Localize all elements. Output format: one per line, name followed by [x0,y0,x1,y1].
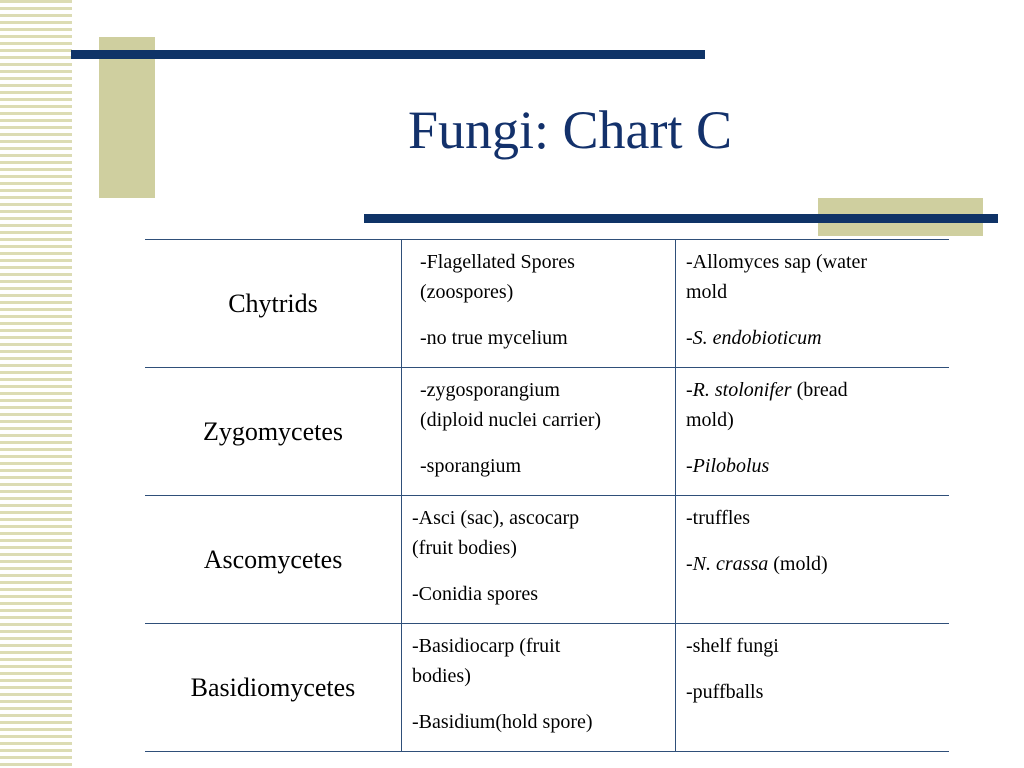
group-name: Chytrids [145,240,402,368]
examples-cell [676,368,950,496]
trait-line: bodies) [412,665,471,687]
table-row [145,368,949,496]
trait-line: -Basidium(hold spore) [412,711,593,733]
table-row [145,496,949,624]
traits-cell [402,624,676,752]
example-line: -shelf fungi [686,635,779,657]
tan-accent-block [99,37,155,198]
traits-cell [402,496,676,624]
example-line: -Allomyces sap (water [686,251,868,273]
striped-margin-decoration [0,0,72,768]
example-line: mold) [686,409,734,431]
examples-cell [676,496,950,624]
group-name: Zygomycetes [145,368,402,496]
fungi-chart-table [145,239,949,752]
traits-cell [402,368,676,496]
example-line: -Pilobolus [686,455,770,477]
trait-line: (zoospores) [420,281,514,303]
trait-line: -sporangium [420,455,522,477]
examples-cell [676,624,950,752]
trait-line: (fruit bodies) [412,537,517,559]
table-row [145,240,949,368]
trait-line: -zygosporangium [420,379,560,401]
group-name: Ascomycetes [145,496,402,624]
trait-line: -Conidia spores [412,583,539,605]
trait-line: -Basidiocarp (fruit [412,635,561,657]
example-line: -N. crassa (mold) [686,553,828,575]
title-bar-top [71,50,705,59]
table-row [145,624,949,752]
slide-title: Fungi: Chart C [407,100,733,160]
example-line: mold [686,281,728,303]
traits-cell [402,240,676,368]
trait-line: -Asci (sac), ascocarp [412,507,580,529]
title-bar-bottom [364,214,998,223]
example-line: -S. endobioticum [686,327,822,349]
group-name: Basidiomycetes [145,624,402,752]
trait-line: -Flagellated Spores [420,251,575,273]
trait-line: (diploid nuclei carrier) [420,409,602,431]
example-line: -R. stolonifer (bread [686,379,848,401]
trait-line: -no true mycelium [420,327,568,349]
example-line: -truffles [686,507,751,529]
examples-cell [676,240,950,368]
example-line: -puffballs [686,681,764,703]
